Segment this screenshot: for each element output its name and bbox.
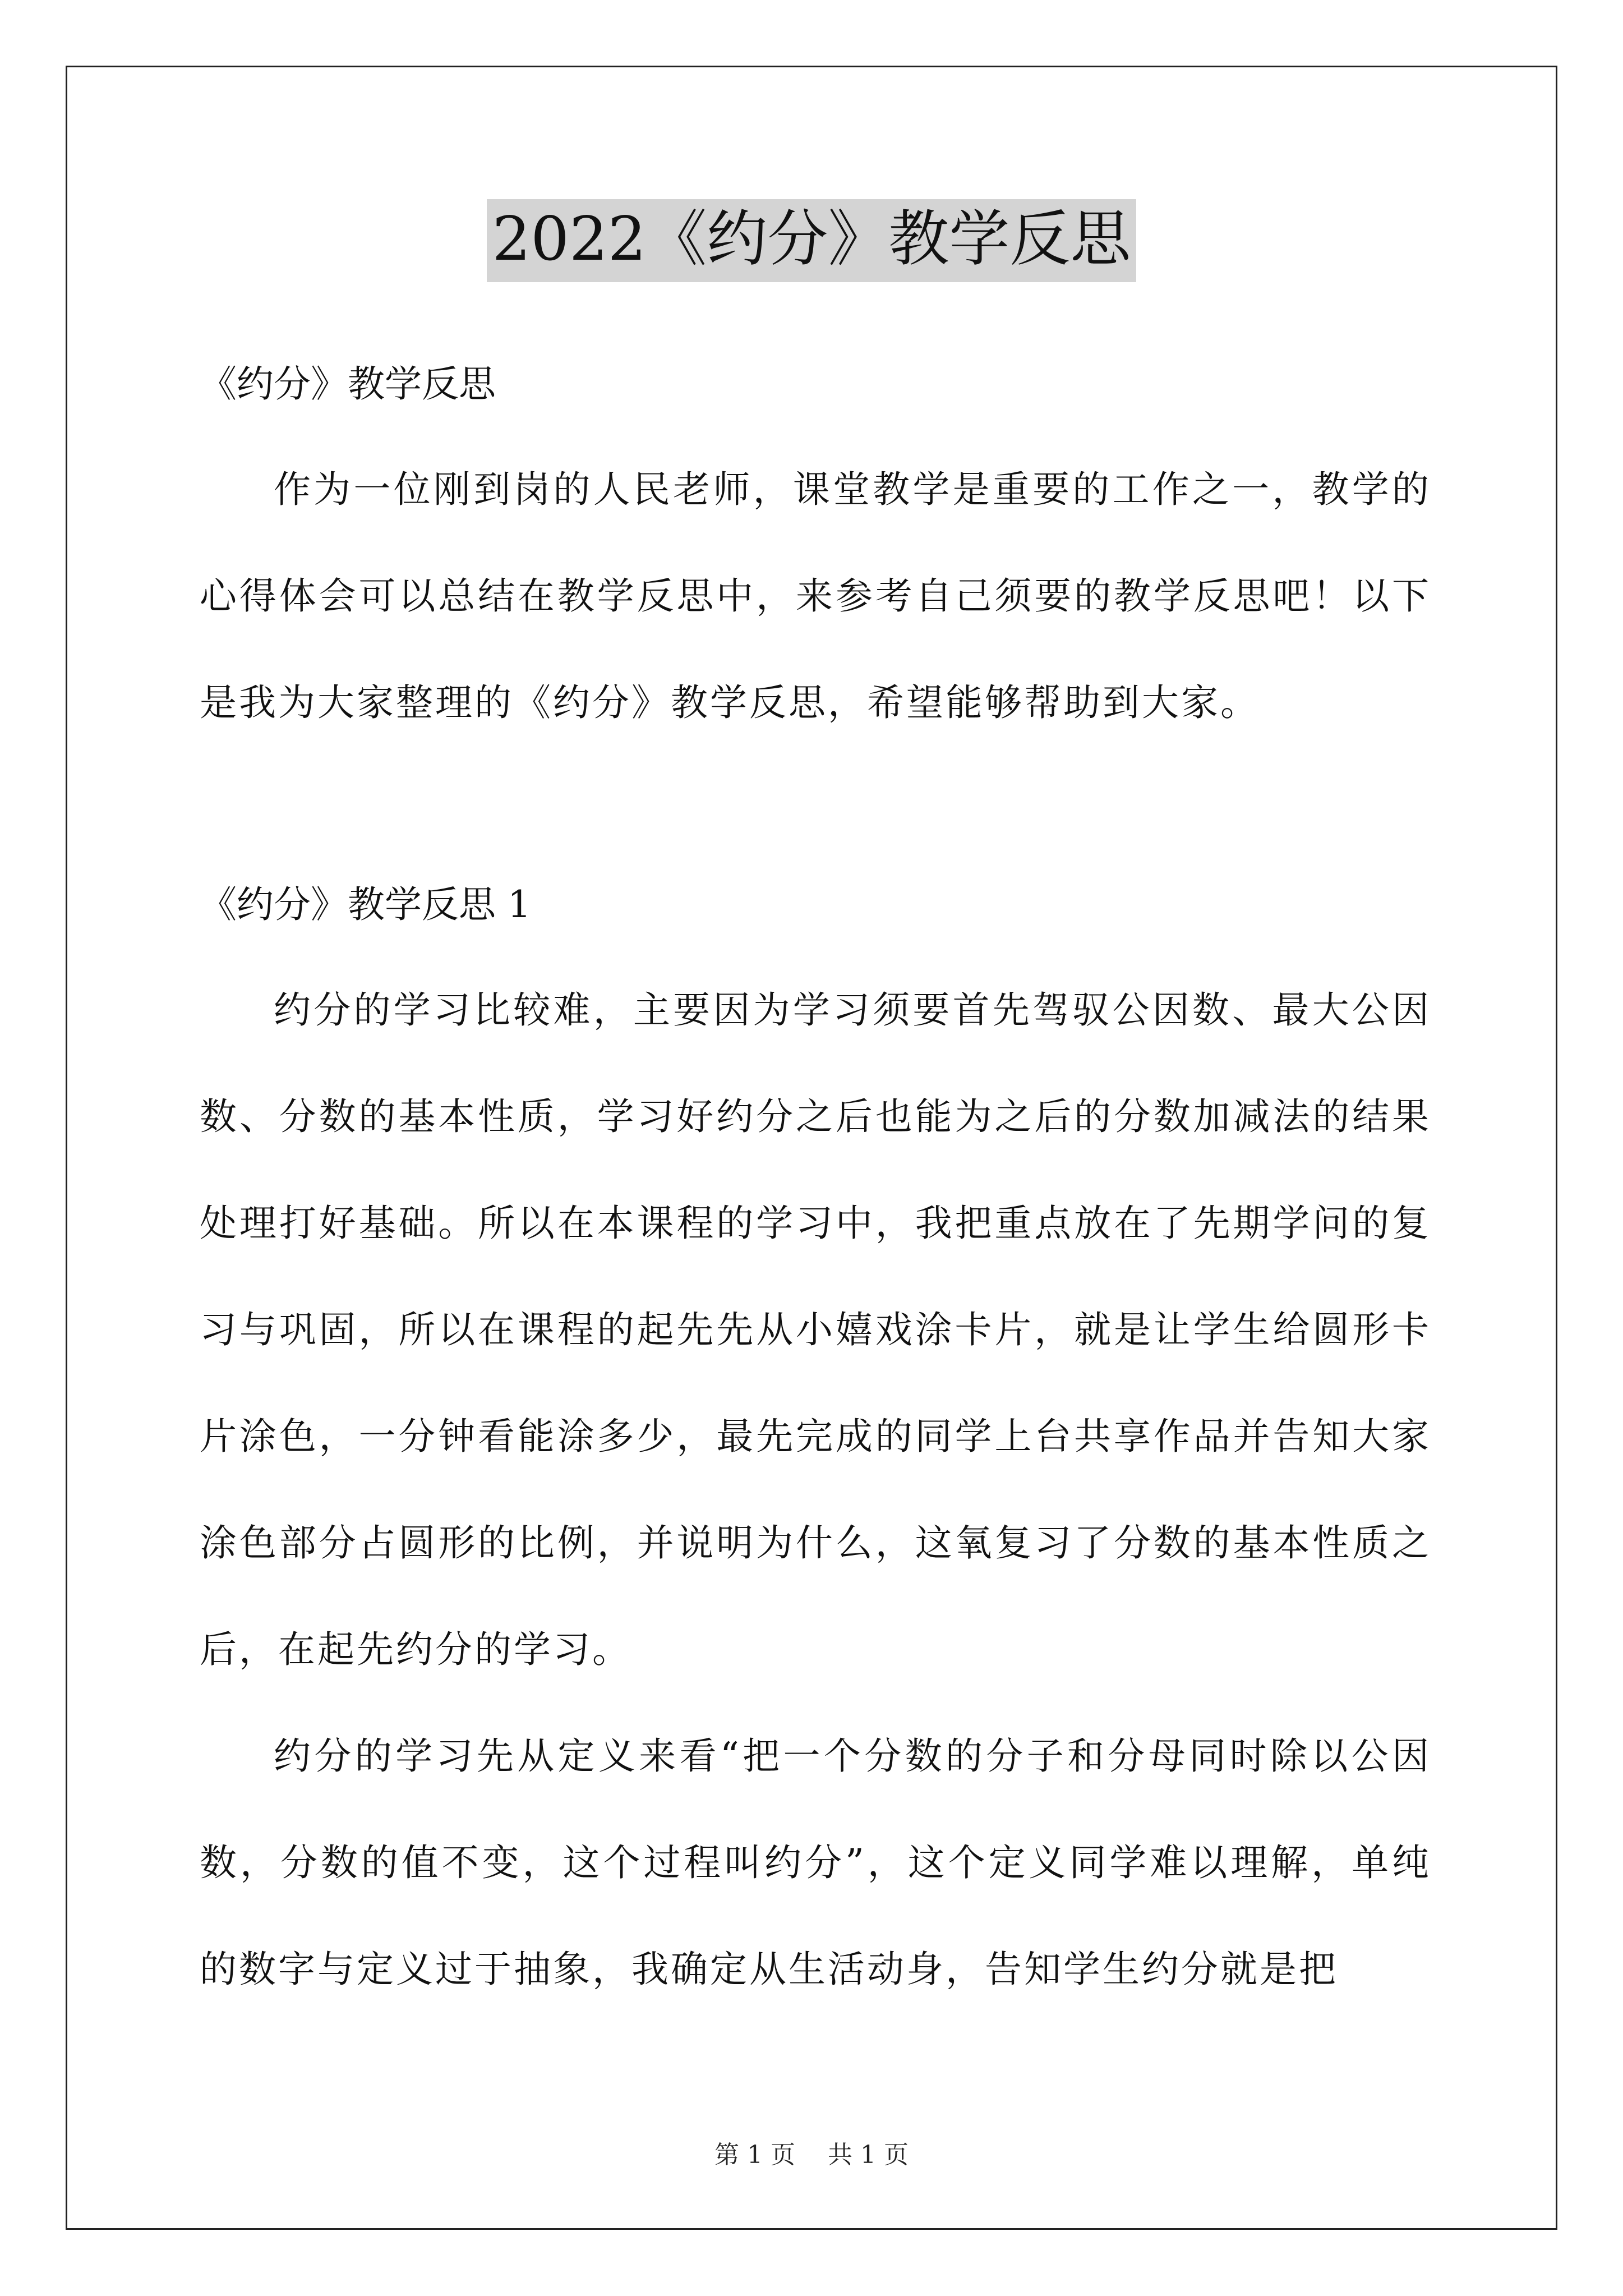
spacer (200, 941, 1431, 957)
spacer (200, 421, 1431, 436)
spacer (200, 756, 1431, 868)
page-footer (0, 2134, 1623, 2170)
total-pages: 共 1 页 (828, 2141, 909, 2169)
intro-paragraph: 作为一位刚到岗的人民老师，课堂教学是重要的工作之一，教学的心得体会可以总结在教学反思中，来参考自己须要的教学反思吧！以下是我为大家整理的《约分》教学反思，希望能够帮助到大家。 (200, 468, 1431, 724)
document-title-block (0, 199, 1623, 282)
document-title: 2022《约分》教学反思 (487, 199, 1137, 282)
intro-heading: 《约分》教学反思 (200, 362, 496, 406)
page-number: 第 1 页 (714, 2141, 795, 2169)
section1-heading: 《约分》教学反思 1 (200, 883, 531, 926)
section1-paragraph-2: 约分的学习先从定义来看“把一个分数的分子和分母同时除以公因数，分数的值不变，这个过程叫约分”，这个定义同学难以理解，单纯的数字与定义过于抽象，我确定从生活动身，告知学生约分就是把 (200, 1734, 1431, 1991)
document-body (200, 348, 1431, 2023)
section1-paragraph-1: 约分的学习比较难，主要因为学习须要首先驾驭公因数、最大公因数、分数的基本性质，学习好约分之后也能为之后的分数加减法的结果处理打好基础。所以在本课程的学习中，我把重点放在了先期学问的复习与巩固，所以在课程的起先先从小嬉戏涂卡片，就是让学生给圆形卡片涂色，一分钟看能涂多少，最先完成的同学上台共享作品并告知大家涂色部分占圆形的比例，并说明为什么，这氧复习了分数的基本性质之后，在起先约分的学习。 (200, 988, 1431, 1671)
